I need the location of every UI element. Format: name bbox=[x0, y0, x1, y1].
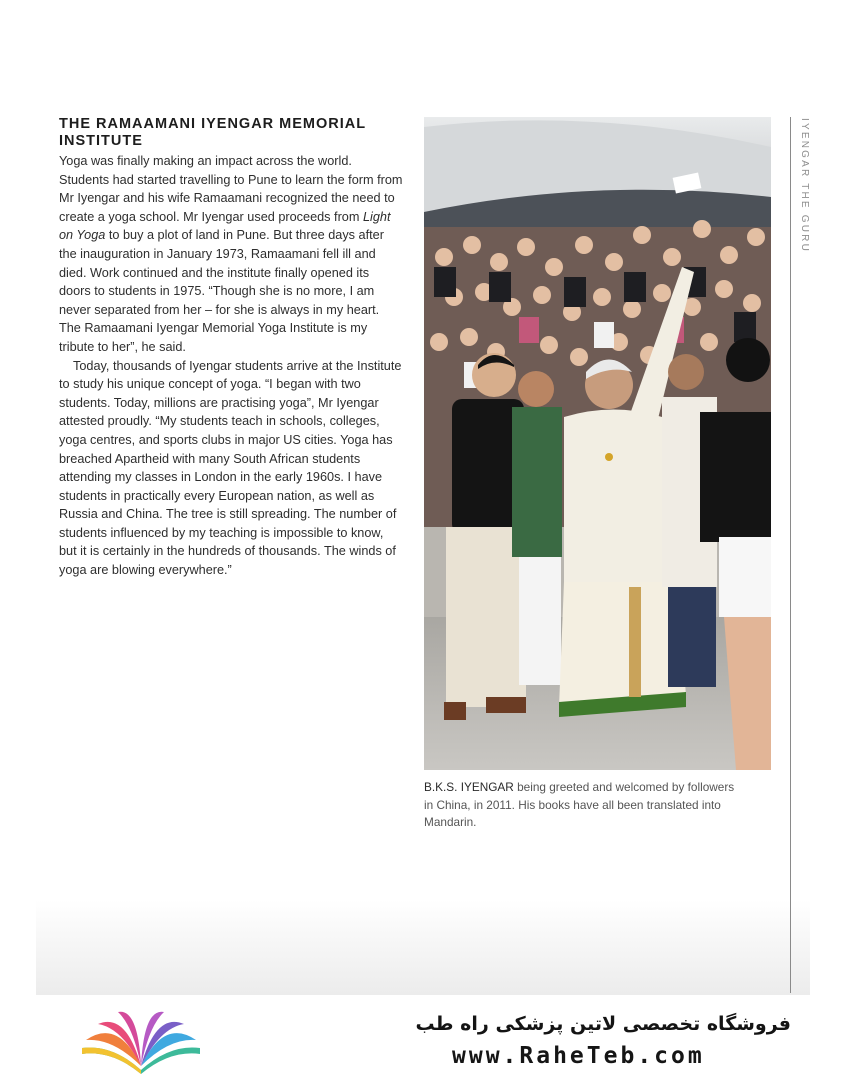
caption-text: being greeted and welcomed by followers in China, in 2011. His books have all been translated into Mandarin. bbox=[424, 780, 735, 829]
paragraph-1-part-b: to buy a plot of land in Pune. But three days after the inauguration in January 1973, Ramaamani fell ill and died. Work continued and the institute finally opened its doors to students in 1975. “Though she is no more, I am never separated from her – for she is always in my heart. The Ramaamani Iyengar Memorial Yoga Institute is my tribute to her”, he said. bbox=[59, 228, 384, 354]
paragraph-1-part-a: Yoga was finally making an impact across the world. Students had started travelling to Pune to learn the form from Mr Iyengar and his wife Ramaamani recognized the need to create a yoga school. Mr Iyengar used proceeds from bbox=[59, 154, 403, 224]
open-book-logo-icon bbox=[78, 1008, 204, 1074]
page-bottom-shadow bbox=[36, 900, 810, 995]
caption-lead: B.K.S. IYENGAR bbox=[424, 780, 514, 794]
paragraph-1 bbox=[59, 152, 404, 357]
footer-store-name: فروشگاه تخصصی لاتین پزشکی راه طب bbox=[415, 1013, 791, 1035]
side-rule bbox=[790, 117, 791, 993]
book-title: Light on Yoga bbox=[59, 209, 391, 243]
paragraph-2: Today, thousands of Iyengar students arrive at the Institute to study his unique concept of yoga. “I began with two students. Today, millions are practising yoga”, Mr Iyengar attested proudly. “My students teach in schools, colleges, yoga centres, and sports clubs in major US cities. Yoga has breached Apartheid with many South African students attending my classes in London in the early 1960s. I have students in practically every European nation, as well as Russia and China. The tree is still spreading. The number of students influenced by my teaching is impossible to know, but it is certainly in the hundreds of thousands. The winds of yoga are blowing everywhere.” bbox=[59, 358, 402, 578]
running-head: IYENGAR THE GURU bbox=[799, 118, 810, 254]
photo-iyengar-greeted-in-china bbox=[424, 117, 771, 770]
section-heading: THE RAMAAMANI IYENGAR MEMORIAL INSTITUTE bbox=[59, 116, 366, 149]
footer-website-link[interactable]: www.RaheTeb.com bbox=[452, 1043, 705, 1069]
article-body bbox=[59, 152, 404, 580]
photo-caption bbox=[424, 779, 744, 832]
